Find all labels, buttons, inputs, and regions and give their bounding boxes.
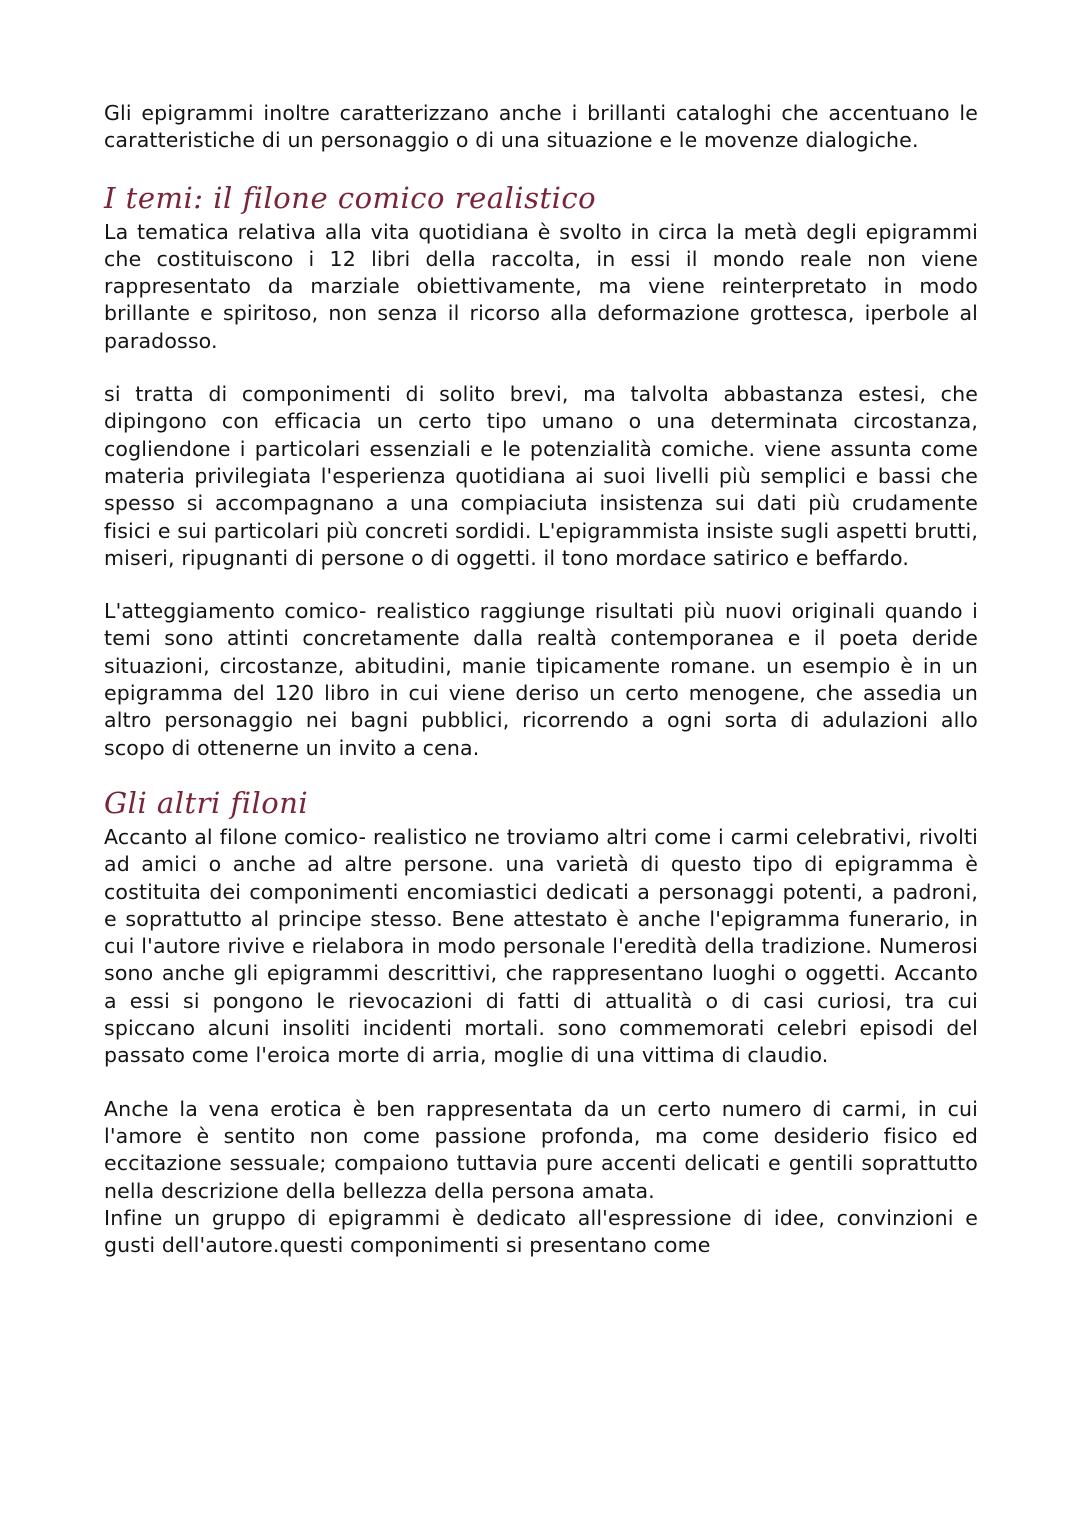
section-heading-other-strands: Gli altri filoni [104,785,309,820]
comic-realistic-paragraph-2: si tratta di componimenti di solito brevi, ma talvolta abbastanza estesi, che dipingono con efficacia un certo tipo umano o una determinata circostanza, cogliendone i particolari essenziali e le potenzialità comiche. viene assunta come materia privilegiata l'esperienza quotidiana ai suoi livelli più semplici e bassi che spesso si accompagnano a una compiaciuta insistenza sui dati più crudamente fisici e sui particolari più concreti sordidi. L'epigrammista insiste sugli aspetti brutti, miseri, ripugnanti di persone o di oggetti. il tono mordace satirico e beffardo. [104,382,978,570]
other-strands-paragraph-2: Anche la vena erotica è ben rappresentata da un certo numero di carmi, in cui l'amore è sentito non come passione profonda, ma come desiderio fisico ed eccitazione sessuale; compaiono tuttavia pure accenti delicati e gentili soprattutto nella descrizione della bellezza della persona amata. [104,1096,978,1203]
other-strands-paragraph-3: Infine un gruppo di epigrammi è dedicato all'espressione di idee, convinzioni e gusti dell'autore.questi componimenti si presentano come [104,1205,978,1258]
comic-realistic-paragraph-3: L'atteggiamento comico- realistico raggiunge risultati più nuovi originali quando i temi sono attinti concretamente dalla realtà contemporanea e il poeta deride situazioni, circostanze, abitudini, manie tipicamente romane. un esempio è in un epigramma del 120 libro in cui viene deriso un certo menogene, che assedia un altro personaggio nei bagni pubblici, ricorrendo a ogni sorta di adulazioni allo scopo di ottenerne un invito a cena. [104,599,978,760]
notes-page [104,100,978,1259]
comic-realistic-paragraph-1: La tematica relativa alla vita quotidiana è svolto in circa la metà degli epigrammi che costituiscono i 12 libri della raccolta, in essi il mondo reale non viene rappresentato da marziale obiettivamente, ma viene reinterpretato in modo brillante e spiritoso, non senza il ricorso alla deformazione grottesca, iperbole al paradosso. [104,219,978,353]
other-strands-paragraph-1: Accanto al filone comico- realistico ne troviamo altri come i carmi celebrativi, rivolti ad amici o anche ad altre persone. una varietà di questo tipo di epigramma è costituita dei componimenti encomiastici dedicati a personaggi potenti, a padroni, e soprattutto al principe stesso. Bene attestato è anche l'epigramma funerario, in cui l'autore rivive e rielabora in modo personale l'eredità della tradizione. Numerosi sono anche gli epigrammi descrittivi, che rappresentano luoghi o oggetti. Accanto a essi si pongono le rievocazioni di fatti di attualità o di casi curiosi, tra cui spiccano alcuni insoliti incidenti mortali. sono commemorati celebri episodi del passato come l'eroica morte di arria, moglie di una vittima di claudio. [104,824,978,1068]
section-heading-comic-realistic: I temi: il filone comico realistico [104,180,597,215]
intro-paragraph: Gli epigrammi inoltre caratterizzano anche i brillanti cataloghi che accentuano le caratteristiche di un personaggio o di una situazione e le movenze dialogiche. [104,101,978,153]
